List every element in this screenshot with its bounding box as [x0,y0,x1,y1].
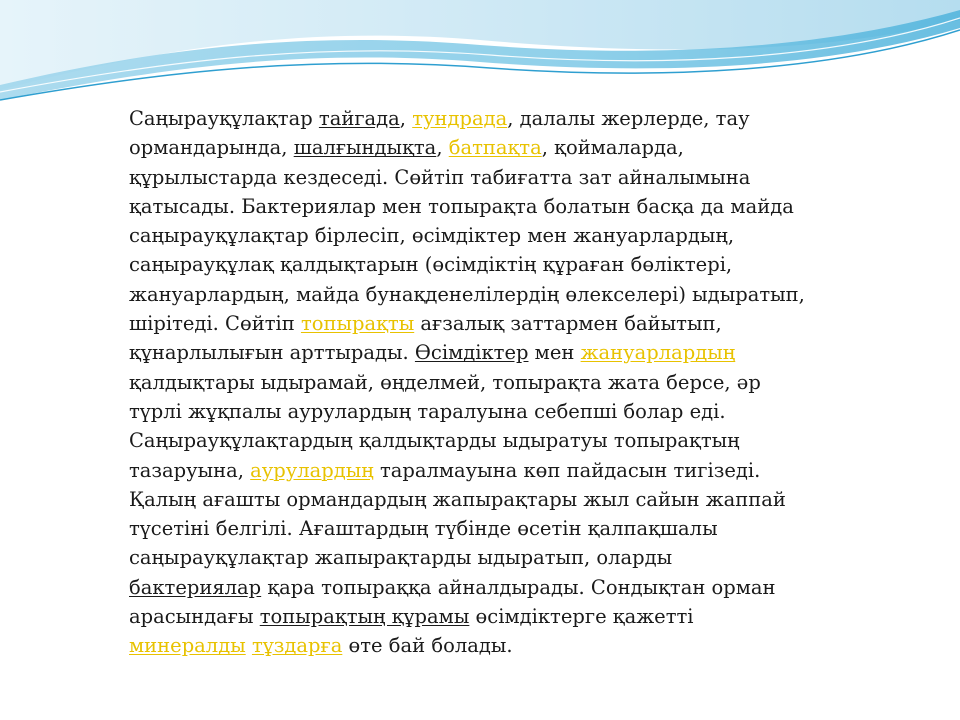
hyperlink[interactable]: жануарлардың [580,341,736,365]
text-run: Саңырауқұлақтар [129,107,319,130]
text-run: таралмауына көп пайдасын тигізеді. Қалың ағашты ормандардың жапырақтары жыл сайын жаппай түсетіні белгілі. Ағаштардың түбінде өсетін қалпақшалы саңырауқұлақтар жапырақтарды ыдыратып, оларды [129,458,786,570]
text-run: мен [528,341,581,365]
hyperlink[interactable]: топырақтың құрамы [259,605,470,629]
text-run: , далалы жерлерде, тау ормандарында, [129,107,750,160]
text-run: өте бай болады. [342,634,513,658]
hyperlink[interactable]: бактериялар [129,575,262,599]
hyperlink[interactable]: тұздарға [251,634,343,658]
hyperlink[interactable]: топырақты [300,312,415,336]
hyperlink[interactable]: шалғындықта [293,136,437,160]
body-paragraph [129,104,809,661]
hyperlink[interactable]: минералды [129,634,246,658]
text-run: өсімдіктерге қажетті [469,605,694,629]
hyperlink[interactable]: тундрада [412,107,508,130]
hyperlink[interactable]: тайгада [318,107,400,130]
hyperlink[interactable]: батпақта [448,136,542,160]
hyperlink[interactable]: аурулардың [250,458,374,482]
text-run: ағзалық заттармен байытып, құнарлылығын арттырады. [129,312,722,365]
text-run: , [399,107,413,130]
text-run: , [436,136,449,160]
text-run: қалдықтары ыдырамай, өңделмей, топырақта жата берсе, әр түрлі жұқпалы аурулардың таралуына себепші болар еді. Саңырауқұлақтардың қалдықтарды ыдыратуы топырақтың тазаруына, [129,370,761,482]
text-run: қара топыраққа айналдырады. Сондықтан орман арасындағы [129,575,776,629]
text-run: , қоймаларда, құрылыстарда кездеседі. Сөйтіп табиғатта зат айналымына қатысады. Бактериялар мен топырақта болатын басқа да майда саңырауқұлақтар бірлесіп, өсімдіктер мен жануарлардың, саңырауқұлақ қалдықтарын (өсімдіктің құраған бөліктері, жануарлардың, майда бунақденелілердің өлекселері) ыдыратып, шірітеді. Сөйтіп [129,136,805,336]
hyperlink[interactable]: Өсімдіктер [414,341,529,365]
